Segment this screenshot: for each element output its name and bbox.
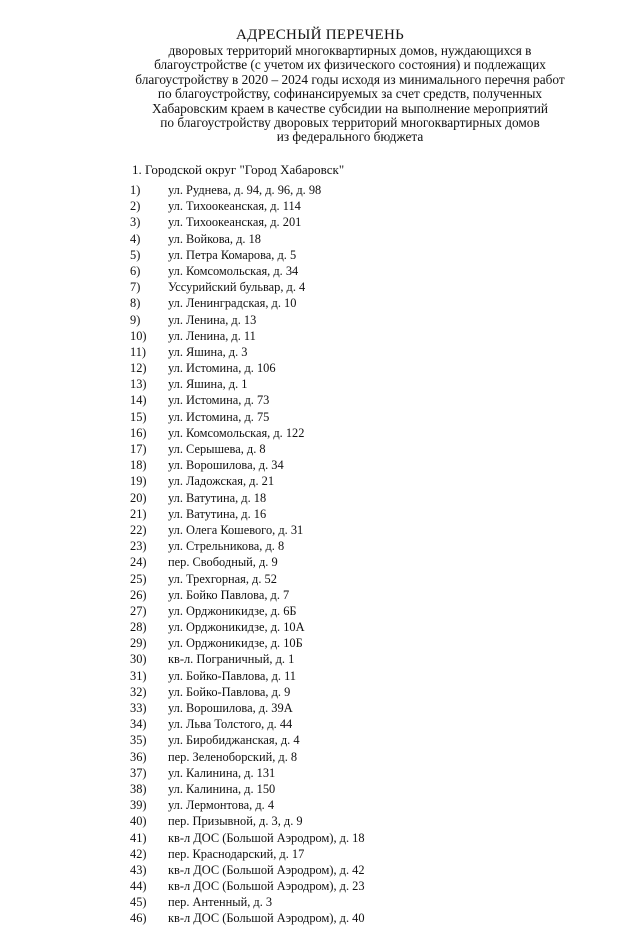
item-number: 34) [130, 717, 147, 732]
item-number: 23) [130, 539, 147, 554]
item-address: ул. Бойко-Павлова, д. 9 [168, 684, 291, 699]
item-number: 24) [130, 555, 147, 570]
item-address: ул. Серышева, д. 8 [168, 442, 266, 456]
list-item [130, 522, 365, 538]
item-address: ул. Калинина, д. 131 [168, 765, 276, 780]
item-number: 41) [130, 830, 147, 845]
item-number: 10) [130, 328, 147, 343]
item-number: 18) [130, 458, 147, 473]
item-number: 22) [130, 522, 147, 537]
item-number: 33) [130, 701, 147, 715]
list-item [130, 749, 365, 765]
item-number: 31) [130, 668, 147, 683]
list-item [130, 214, 365, 230]
item-address: кв-л. Пограничный, д. 1 [168, 652, 295, 667]
list-item [130, 862, 365, 878]
subtitle-line: по благоустройству дворовых территорий многоквартирных домов [160, 115, 540, 131]
list-item [130, 603, 365, 619]
item-address: ул. Комсомольская, д. 122 [168, 425, 305, 440]
list-item [130, 441, 365, 457]
item-address: ул. Ворошилова, д. 39А [168, 701, 293, 715]
item-number: 8) [130, 296, 141, 311]
item-address: ул. Бойко-Павлова, д. 11 [168, 668, 297, 683]
item-address: ул. Бойко Павлова, д. 7 [168, 587, 290, 602]
subtitle-line: Хабаровским краем в качестве субсидии на выполнение мероприятий [151, 100, 549, 116]
item-address: ул. Истомина, д. 106 [168, 361, 276, 376]
subtitle-line: благоустройстве (с учетом их физического состояния) и подлежащих [154, 57, 546, 73]
list-item [130, 635, 365, 651]
item-address: ул. Олега Кошевого, д. 31 [168, 522, 304, 537]
item-address: ул. Руднева, д. 94, д. 96, д. 98 [168, 183, 322, 197]
list-item [130, 457, 365, 473]
list-item [130, 910, 365, 926]
item-number: 26) [130, 587, 147, 602]
item-number: 15) [130, 409, 147, 424]
list-item [130, 312, 365, 328]
item-address: ул. Трехгорная, д. 52 [168, 571, 277, 586]
item-number: 35) [130, 733, 147, 748]
item-number: 42) [130, 846, 147, 861]
item-number: 13) [130, 377, 147, 392]
document-subtitle [100, 44, 600, 145]
list-item [130, 684, 365, 700]
list-item [130, 490, 365, 506]
item-address: ул. Яшина, д. 3 [168, 344, 248, 359]
list-item [130, 846, 365, 862]
list-item [130, 878, 365, 894]
list-item [130, 198, 365, 214]
item-address: ул. Ладожская, д. 21 [168, 474, 275, 489]
list-item [130, 797, 365, 813]
item-address: ул. Тихоокеанская, д. 114 [168, 199, 301, 214]
list-item [130, 716, 365, 732]
item-number: 45) [130, 895, 147, 910]
item-number: 7) [130, 280, 141, 295]
item-address: ул. Ватутина, д. 16 [168, 506, 267, 521]
list-item [130, 425, 365, 441]
item-address: пер. Антенный, д. 3 [168, 895, 273, 910]
item-number: 6) [130, 263, 141, 278]
item-number: 14) [130, 393, 147, 408]
list-item [130, 279, 365, 295]
list-item [130, 328, 365, 344]
subtitle-line: дворовых территорий многоквартирных домов, нуждающихся в [168, 43, 532, 58]
item-address: кв-л ДОС (Большой Аэродром), д. 42 [168, 862, 365, 877]
item-number: 37) [130, 765, 147, 780]
item-number: 16) [130, 425, 147, 440]
item-number: 46) [130, 911, 147, 926]
section-title: 1. Городской округ "Город Хабаровск" [132, 162, 345, 177]
item-address: ул. Тихоокеанская, д. 201 [168, 215, 302, 230]
list-item [130, 732, 365, 748]
list-item [130, 182, 365, 198]
item-address: ул. Истомина, д. 73 [168, 393, 270, 408]
item-number: 28) [130, 620, 147, 635]
item-address: пер. Зеленоборский, д. 8 [168, 749, 298, 764]
item-number: 12) [130, 361, 147, 376]
item-address: ул. Комсомольская, д. 34 [168, 263, 299, 278]
item-address: ул. Ленинградская, д. 10 [168, 296, 297, 311]
item-address: ул. Петра Комарова, д. 5 [168, 247, 297, 262]
item-number: 1) [130, 183, 141, 197]
subtitle-line: по благоустройству, софинансируемых за счет средств, полученных [157, 86, 543, 102]
item-number: 29) [130, 636, 147, 651]
item-address: ул. Ватутина, д. 18 [168, 490, 267, 505]
item-number: 27) [130, 603, 147, 618]
item-address: кв-л ДОС (Большой Аэродром), д. 40 [168, 911, 365, 926]
item-address: ул. Ленина, д. 13 [168, 312, 257, 327]
item-number: 20) [130, 490, 147, 505]
list-item [130, 619, 365, 635]
list-item [130, 894, 365, 910]
item-address: ул. Истомина, д. 75 [168, 409, 270, 424]
item-number: 32) [130, 684, 147, 699]
address-list [130, 182, 365, 927]
list-item [130, 813, 365, 829]
item-number: 3) [130, 215, 141, 230]
item-address: пер. Свободный, д. 9 [168, 555, 278, 570]
item-address: ул. Орджоникидзе, д. 6Б [168, 603, 297, 618]
list-item [130, 506, 365, 522]
item-number: 44) [130, 879, 147, 894]
item-address: пер. Краснодарский, д. 17 [168, 846, 305, 861]
list-item [130, 376, 365, 392]
item-address: Уссурийский бульвар, д. 4 [168, 280, 306, 295]
subtitle-line: из федерального бюджета [276, 129, 424, 145]
list-item [130, 668, 365, 684]
item-number: 30) [130, 652, 147, 667]
item-number: 4) [130, 231, 141, 246]
item-number: 36) [130, 749, 147, 764]
item-number: 40) [130, 814, 147, 829]
item-number: 2) [130, 199, 141, 214]
item-number: 39) [130, 798, 147, 813]
list-item [130, 247, 365, 263]
list-item [130, 538, 365, 554]
item-number: 21) [130, 506, 147, 521]
list-item [130, 587, 365, 603]
item-address: ул. Лермонтова, д. 4 [168, 798, 275, 813]
list-item [130, 473, 365, 489]
item-address: ул. Стрельникова, д. 8 [168, 539, 285, 554]
list-item [130, 700, 365, 716]
list-item [130, 651, 365, 667]
item-address: кв-л ДОС (Большой Аэродром), д. 23 [168, 879, 365, 894]
list-item [130, 409, 365, 425]
list-item [130, 781, 365, 797]
item-address: ул. Орджоникидзе, д. 10А [168, 620, 305, 635]
item-address: ул. Биробиджанская, д. 4 [168, 733, 300, 748]
item-number: 19) [130, 474, 147, 489]
list-item [130, 263, 365, 279]
item-address: кв-л ДОС (Большой Аэродром), д. 18 [168, 830, 365, 845]
list-item [130, 344, 365, 360]
item-number: 43) [130, 862, 147, 877]
item-address: ул. Яшина, д. 1 [168, 377, 248, 392]
item-number: 5) [130, 247, 141, 262]
item-address: ул. Ленина, д. 11 [168, 328, 256, 343]
item-number: 17) [130, 442, 147, 456]
item-number: 25) [130, 571, 147, 586]
item-address: ул. Калинина, д. 150 [168, 781, 276, 796]
item-number: 38) [130, 781, 147, 796]
document-title: АДРЕСНЫЙ ПЕРЕЧЕНЬ [235, 27, 405, 43]
list-item [130, 360, 365, 376]
item-address: ул. Орджоникидзе, д. 10Б [168, 636, 303, 651]
item-number: 9) [130, 312, 141, 327]
item-address: ул. Ворошилова, д. 34 [168, 458, 284, 473]
list-item [130, 554, 365, 570]
subtitle-line: благоустройству в 2020 – 2024 годы исходя из минимального перечня работ [135, 71, 565, 87]
list-item [130, 231, 365, 247]
list-item [130, 830, 365, 846]
list-item [130, 295, 365, 311]
list-item [130, 765, 365, 781]
item-address: пер. Призывной, д. 3, д. 9 [168, 814, 303, 829]
item-address: ул. Льва Толстого, д. 44 [168, 717, 293, 732]
item-number: 11) [130, 344, 147, 359]
list-item [130, 571, 365, 587]
item-address: ул. Войкова, д. 18 [168, 231, 261, 246]
list-item [130, 392, 365, 408]
